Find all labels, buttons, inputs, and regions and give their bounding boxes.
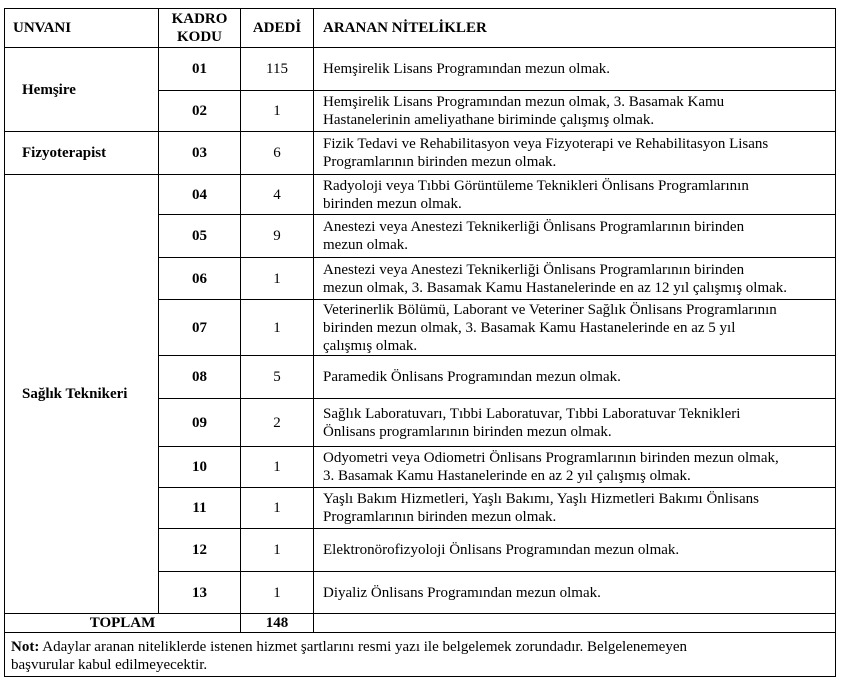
nitelik-cell	[314, 91, 836, 132]
nitelik-cell	[314, 175, 836, 215]
note-cell	[5, 633, 836, 677]
adet-cell: 1	[241, 572, 314, 614]
kadro-kodu-cell: 06	[159, 258, 241, 300]
header-adet: ADEDİ	[241, 9, 314, 48]
kadro-kodu-cell: 03	[159, 132, 241, 175]
kadro-kodu-cell: 02	[159, 91, 241, 132]
nitelik-line: mezun olmak, 3. Basamak Kamu Hastanelerinde en az 12 yıl çalışmış olmak.	[323, 279, 788, 296]
group-saglik-teknikeri: Sağlık Teknikeri	[5, 175, 159, 614]
nitelik-cell	[314, 132, 836, 175]
adet-cell: 1	[241, 488, 314, 529]
nitelik-line: Yaşlı Bakım Hizmetleri, Yaşlı Bakımı, Yaşlı Hizmetleri Bakımı Önlisans	[323, 491, 759, 507]
nitelik-cell	[314, 529, 836, 572]
note-label: Not:	[11, 639, 40, 655]
nitelik-line: Veterinerlik Bölümü, Laborant ve Veteriner Sağlık Önlisans Programlarının	[323, 301, 777, 318]
nitelik-line: Programlarının birinden mezun olmak.	[323, 509, 557, 525]
nitelik-line: mezun olmak.	[323, 237, 408, 253]
nitelik-line: Diyaliz Önlisans Programından mezun olmak.	[323, 584, 601, 601]
header-kadro-kodu	[159, 9, 241, 48]
total-label: TOPLAM	[5, 614, 241, 633]
header-unvan: UNVANI	[5, 9, 159, 48]
nitelik-line: Sağlık Laboratuvarı, Tıbbi Laboratuvar, Tıbbi Laboratuvar Teknikleri	[323, 405, 741, 422]
nitelik-line: Hemşirelik Lisans Programından mezun olmak.	[323, 61, 611, 77]
nitelik-line: Radyoloji veya Tıbbi Görüntüleme Teknikleri Önlisans Programlarının	[323, 177, 749, 194]
nitelik-line: 3. Basamak Kamu Hastanelerinde en az 2 yıl çalışmış olmak.	[323, 468, 691, 484]
nitelik-line: Önlisans programlarının birinden mezun olmak.	[323, 423, 612, 440]
nitelik-line: çalışmış olmak.	[323, 337, 418, 354]
adet-cell: 115	[241, 48, 314, 91]
table-row	[5, 132, 836, 175]
group-hemsire: Hemşire	[5, 48, 159, 132]
nitelik-line: birinden mezun olmak.	[323, 195, 462, 212]
kadro-kodu-cell: 08	[159, 356, 241, 399]
adet-cell: 1	[241, 529, 314, 572]
adet-cell: 2	[241, 399, 314, 447]
header-kadro-line1: KADRO	[171, 11, 228, 27]
nitelik-line: Odyometri veya Odiometri Önlisans Programlarının birinden mezun olmak,	[323, 450, 779, 466]
total-value: 148	[241, 614, 314, 633]
nitelik-cell	[314, 258, 836, 300]
nitelik-line: birinden mezun olmak, 3. Basamak Kamu Hastanelerinde en az 5 yıl	[323, 319, 736, 336]
nitelik-cell	[314, 300, 836, 356]
kadro-kodu-cell: 05	[159, 215, 241, 258]
nitelik-cell	[314, 215, 836, 258]
adet-cell: 1	[241, 300, 314, 356]
nitelik-line: Fizik Tedavi ve Rehabilitasyon veya Fizyoterapi ve Rehabilitasyon Lisans	[323, 136, 769, 152]
adet-cell: 6	[241, 132, 314, 175]
total-row	[5, 614, 836, 633]
note-text-line1: Adaylar aranan niteliklerde istenen hizmet şartlarını resmi yazı ile belgelemek zorundadır. Belgelenemeyen	[39, 639, 687, 655]
kadro-kodu-cell: 10	[159, 447, 241, 488]
nitelik-line: Programlarının birinden mezun olmak.	[323, 154, 557, 170]
nitelik-line: Paramedik Önlisans Programından mezun olmak.	[323, 369, 621, 385]
note-text-line2: başvurular kabul edilmeyecektir.	[11, 657, 208, 673]
header-aranan-nitelikler: ARANAN NİTELİKLER	[314, 9, 836, 48]
adet-cell: 5	[241, 356, 314, 399]
table-row	[5, 48, 836, 91]
nitelik-line: Hastanelerinin ameliyathane biriminde çalışmış olmak.	[323, 112, 655, 128]
kadro-kodu-cell: 11	[159, 488, 241, 529]
nitelik-line: Elektronörofizyoloji Önlisans Programından mezun olmak.	[323, 542, 680, 558]
kadro-kodu-cell: 01	[159, 48, 241, 91]
adet-cell: 1	[241, 258, 314, 300]
nitelik-cell	[314, 488, 836, 529]
note-row	[5, 633, 836, 677]
nitelik-line: Anestezi veya Anestezi Teknikerliği Önlisans Programlarının birinden	[323, 219, 745, 235]
nitelik-cell	[314, 356, 836, 399]
kadro-kodu-cell: 09	[159, 399, 241, 447]
nitelik-cell	[314, 572, 836, 614]
total-empty-cell	[314, 614, 836, 633]
adet-cell: 1	[241, 91, 314, 132]
group-fizyoterapist: Fizyoterapist	[5, 132, 159, 175]
nitelik-line: Hemşirelik Lisans Programından mezun olmak, 3. Basamak Kamu	[323, 94, 725, 110]
header-kadro-line2: KODU	[177, 29, 222, 45]
header-row	[5, 9, 836, 48]
positions-table	[4, 8, 836, 677]
adet-cell: 4	[241, 175, 314, 215]
adet-cell: 1	[241, 447, 314, 488]
kadro-kodu-cell: 07	[159, 300, 241, 356]
nitelik-line: Anestezi veya Anestezi Teknikerliği Önlisans Programlarının birinden	[323, 261, 745, 278]
adet-cell: 9	[241, 215, 314, 258]
nitelik-cell	[314, 447, 836, 488]
kadro-kodu-cell: 12	[159, 529, 241, 572]
nitelik-cell	[314, 399, 836, 447]
table-row	[5, 175, 836, 215]
nitelik-cell	[314, 48, 836, 91]
kadro-kodu-cell: 04	[159, 175, 241, 215]
kadro-kodu-cell: 13	[159, 572, 241, 614]
